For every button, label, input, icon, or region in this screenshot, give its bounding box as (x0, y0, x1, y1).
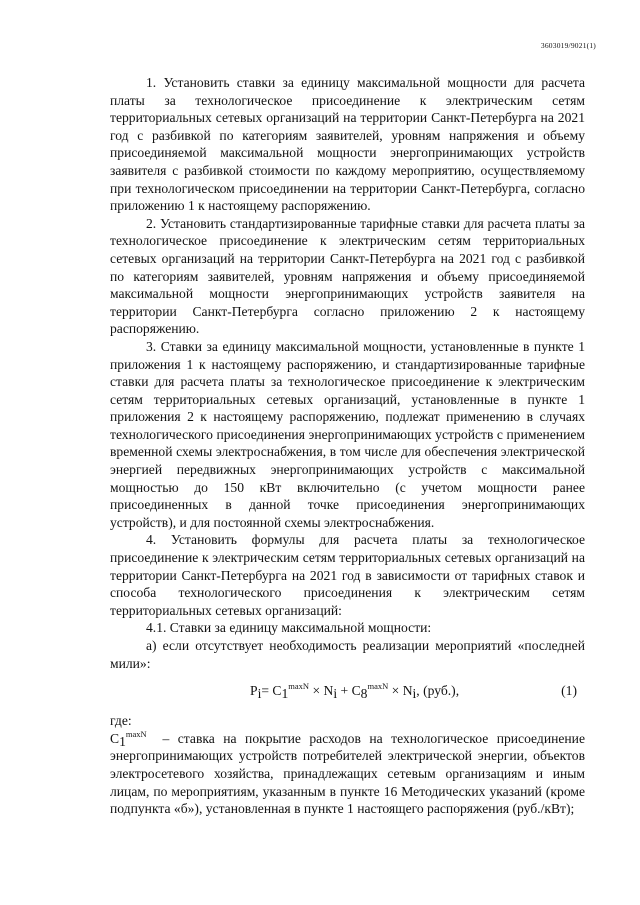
paragraph-3: 3. Ставки за единицу максимальной мощности, установленные в пункте 1 приложения 1 к настоящему распоряжению, и стандартизированные тарифные ставки для расчета платы за технологическое присоединение к электрическим сетям территориальных сетевых организаций, установленные в пункте 1 приложения 2 к настоящему распоряжению, подлежат применению в случаях технологического присоединения энергопринимающих устройств с применением временной схемы электроснабжения, в том числе для обеспечения электрической энергией передвижных энергопринимающих устройств с максимальной мощностью до 150 кВт включительно (с учетом мощности ранее присоединенных в данной точке присоединения энергопринимающих устройств), и для постоянной схемы электроснабжения. (110, 338, 585, 530)
formula-number: (1) (561, 683, 577, 699)
formula-1 (110, 678, 585, 704)
symbol-c1-maxn: $C1^{maxN}$ (110, 728, 147, 749)
definition-c1: $C1^{maxN}$ – ставка на покрытие расходов на технологическое присоединение энергопринимающих устройств потребителей электрической энергии, объектов электросетевого хозяйства, принадлежащих сетевым организациям и иным лицам, по мероприятиям, указанным в пункте 16 Методических указаний (кроме подпункта «б»), установленная в пункте 1 настоящего распоряжения (руб./кВт); (110, 728, 585, 817)
paragraph-4: 4. Установить формулы для расчета платы за технологическое присоединение к электрическим сетям территориальных сетевых организаций на территории Санкт-Петербурга на 2021 год в зависимости от тарифных ставок и способа технологического присоединения к электрическим сетям территориальных сетевых организаций: (110, 532, 585, 618)
paragraph-1: 1. Установить ставки за единицу максимальной мощности для расчета платы за технологическое присоединение к электрическим сетям территориальных сетевых организаций на территории Санкт-Петербурга на 2021 год с разбивкой по категориям заявителей, уровням напряжения и объему присоединяемой максимальной мощности энергопринимающих устройств заявителя с разбивкой стоимости по каждому мероприятию, осуществляемому при технологическом присоединении на территории Санкт-Петербурга, согласно приложению 1 к настоящему распоряжению. (110, 75, 585, 214)
where-label: где: (110, 713, 132, 729)
paragraph-2: 2. Установить стандартизированные тарифные ставки для расчета платы за технологическое присоединение к электрическим сетям территориальных сетевых организаций на территории Санкт-Петербурга на 2021 год с разбивкой по категориям заявителей, уровням напряжения и объему присоединяемой максимальной мощности энергопринимающих устройств заявителя на территории Санкт-Петербурга согласно приложению 2 к настоящему распоряжению. (110, 215, 585, 337)
subpoint-4-1: 4.1. Ставки за единицу максимальной мощности: (146, 620, 432, 636)
document-number: 3603019/9021(1) (540, 41, 596, 50)
document-body (110, 74, 585, 818)
formula-expression: $Pi= C1^{maxN} \times Ni + C8^{maxN} \times Ni$, (руб.), (250, 681, 460, 702)
item-a: а) если отсутствует необходимость реализации мероприятий «последней мили»: (110, 638, 585, 671)
